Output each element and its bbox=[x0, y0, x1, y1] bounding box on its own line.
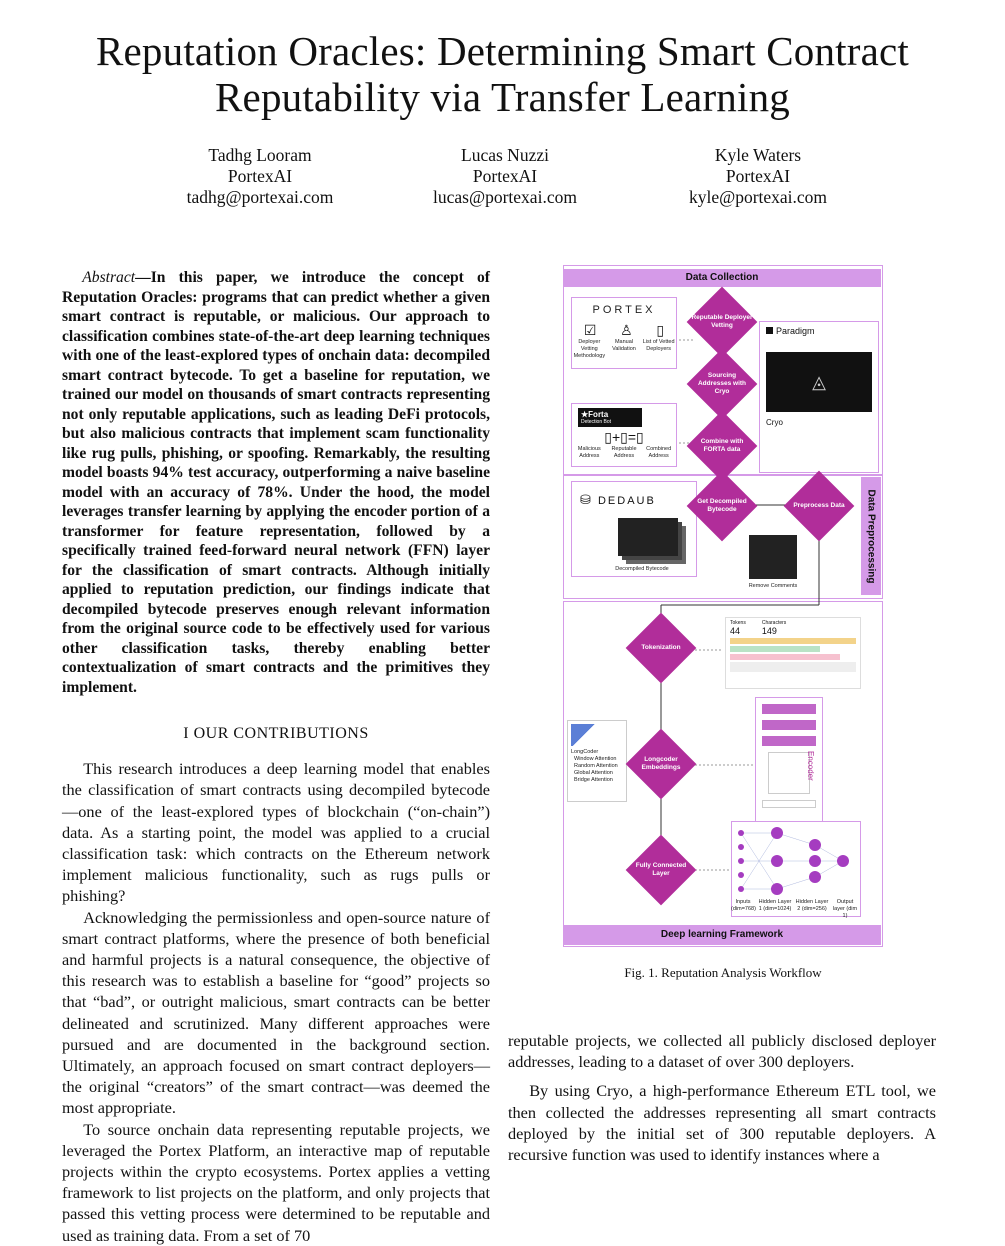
nn-label: Hidden Layer 1 (dim=1024) bbox=[758, 899, 792, 912]
hidden2-node bbox=[809, 839, 821, 851]
database-icon: ⛁ bbox=[580, 492, 593, 507]
step-diamond: Get Decompiled Bytecode bbox=[691, 475, 753, 537]
body-paragraph: Acknowledging the permissionless and open-source nature of smart contract platforms, where the presence of both beneficial and harmful projects is a natural consequence, the objective of this research was to establish a baseline for “good” projects so that “bad”, or outright malicious, smart contracts can be better delineated and scrutinized. Many different approaches were pursued and are documented in the background section. Ultimately, an approach focused on smart contract deployers—the original “creators” of the smart contract—was deemed the most appropriate. bbox=[62, 907, 490, 1118]
step-diamond: Sourcing Addresses with Cryo bbox=[691, 353, 753, 415]
body-paragraph: reputable projects, we collected all publicly disclosed deployer addresses, leading to a dataset of over 300 deployers. bbox=[508, 1031, 936, 1072]
longcoder-box bbox=[567, 720, 627, 802]
author-block-2 bbox=[375, 145, 635, 208]
tokens-label: Tokens bbox=[730, 620, 746, 626]
author-affiliation: PortexAI bbox=[227, 166, 293, 186]
section-heading: I OUR CONTRIBUTIONS bbox=[183, 725, 369, 742]
input-node bbox=[738, 886, 744, 892]
forta-label: Reputable Address bbox=[611, 446, 637, 459]
forta-sub: Detection Bot bbox=[581, 419, 612, 425]
hidden2-node bbox=[809, 871, 821, 883]
attention-item: Window Attention bbox=[574, 756, 617, 762]
step-diamond: Longcoder Embeddings bbox=[630, 733, 692, 795]
step-diamond: Preprocess Data bbox=[788, 475, 850, 537]
author-email: kyle@portexai.com bbox=[688, 187, 828, 207]
longcoder-label: LongCoder bbox=[571, 749, 599, 755]
title-line-1: Reputation Oracles: Determining Smart Contract bbox=[95, 28, 910, 74]
hidden1-node bbox=[771, 855, 783, 867]
characters-value: 149 bbox=[761, 626, 777, 636]
decompiled-label: Decompiled Bytecode bbox=[615, 566, 669, 572]
decompiled-stack bbox=[618, 518, 678, 556]
nn-label: Inputs (dim=768) bbox=[731, 899, 756, 912]
person-icon: ♙ bbox=[620, 322, 633, 338]
input-node bbox=[738, 830, 744, 836]
attention-item: Bridge Attention bbox=[574, 777, 613, 783]
step-diamond: Tokenization bbox=[630, 617, 692, 679]
abstract bbox=[62, 268, 490, 697]
forta-box bbox=[571, 403, 677, 467]
dedaub-logo: ⛁ DEDAUB bbox=[580, 492, 656, 507]
input-node bbox=[738, 858, 744, 864]
author-name: Tadhg Looram bbox=[208, 145, 312, 165]
author-name: Kyle Waters bbox=[714, 145, 802, 165]
abstract-lead: Abstract bbox=[82, 269, 136, 286]
combine-icons: ▯+▯=▯ bbox=[604, 429, 644, 445]
portex-label: Manual Validation bbox=[612, 339, 636, 352]
tokens-value: 44 bbox=[730, 626, 741, 636]
step-diamond: Fully Connected Layer bbox=[630, 839, 692, 901]
attention-item: Global Attention bbox=[574, 770, 613, 776]
workflow-figure bbox=[563, 265, 883, 948]
input-node bbox=[738, 872, 744, 878]
portex-label: Deployer Vetting Methodology bbox=[573, 339, 606, 359]
dedaub-box bbox=[571, 481, 697, 577]
input-node bbox=[738, 844, 744, 850]
deep-learning-band: Deep learning Framework bbox=[563, 925, 881, 945]
author-block-3 bbox=[628, 145, 888, 208]
cryo-label: Cryo bbox=[766, 418, 783, 427]
forta-label: Malicious Address bbox=[577, 446, 601, 459]
author-block-1 bbox=[130, 145, 390, 208]
right-column-text bbox=[508, 1030, 936, 1165]
author-affiliation: PortexAI bbox=[472, 166, 538, 186]
nn-labels bbox=[731, 899, 859, 920]
portex-box bbox=[571, 297, 677, 369]
body-paragraph: By using Cryo, a high-performance Ethereum ETL tool, we then collected the addresses representing all smart contracts deployed by the initial set of 300 reputable deployers. A recursive function was used to identify instances where a bbox=[508, 1081, 936, 1165]
author-email: tadhg@portexai.com bbox=[186, 187, 334, 207]
nn-label: Output layer (dim 1) bbox=[832, 899, 858, 919]
forta-logo: ★Forta bbox=[581, 410, 609, 419]
token-panel bbox=[725, 617, 861, 689]
step-diamond: Reputable Deployer Vetting bbox=[691, 291, 753, 353]
nn-label: Hidden Layer 2 (dim=256) bbox=[795, 899, 829, 912]
remove-comments-image bbox=[749, 535, 797, 579]
encoder-label: Encoder bbox=[806, 751, 815, 781]
paradigm-logo: Paradigm bbox=[766, 326, 878, 336]
hidden2-node bbox=[809, 855, 821, 867]
portex-logo: PORTEX bbox=[592, 304, 656, 316]
forta-label: Combined Address bbox=[646, 446, 672, 459]
hidden1-node bbox=[771, 883, 783, 895]
remove-comments-label: Remove Comments bbox=[748, 583, 798, 589]
characters-label: Characters bbox=[761, 620, 787, 626]
output-node bbox=[837, 855, 849, 867]
author-email: lucas@portexai.com bbox=[433, 187, 577, 207]
title-line-2: Reputability via Transfer Learning bbox=[215, 74, 790, 120]
document-icon: ▯ bbox=[656, 322, 665, 338]
data-collection-band: Data Collection bbox=[563, 269, 881, 287]
attention-item: Random Attention bbox=[574, 763, 618, 769]
hidden1-node bbox=[771, 827, 783, 839]
abstract-body: —In this paper, we introduce the concept of Reputation Oracles: programs that can predict whether a given smart contract is reputable, or malicious. Our approach to classification combines state-of-the-art deep learning techniques with one of the least-explored types of onchain data: decompiled smart contract bytecode. To get a baseline for reputation, we trained our model on thousands of smart contracts representing not only reputable applications, such as leading DeFi protocols, but also malicious contracts that implement scam functionality like rug pulls, phishing, or spoofing. Remarkably, the resulting model boasts 94% test accuracy, outperforming a naive baseline model with an accuracy of 78%. Under the hood, the model leverages transfer learning by applying the encoder portion of a transformer for feature representation, followed by a specifically trained feed-forward neural network (FFN) layer for the classification of smart contracts. Although initially applied to reputation prediction, our findings indicate that decompiled bytecode preserves enough relevant information from the original source code to be effectively used for various other classification tasks, thereby enabling better contextualization of smart contracts and the primitives they implement. bbox=[62, 269, 490, 696]
left-column bbox=[62, 268, 490, 1246]
data-preprocessing-label: Data Preprocessing bbox=[865, 489, 877, 584]
checklist-icon: ☑ bbox=[583, 322, 597, 338]
figure-caption: Fig. 1. Reputation Analysis Workflow bbox=[624, 965, 822, 980]
step-diamond: Combine with FORTA data bbox=[691, 415, 753, 477]
cryo-image: ◬ bbox=[766, 352, 872, 412]
portex-label: List of Vetted Deployers bbox=[642, 339, 675, 352]
attention-matrix bbox=[571, 724, 597, 746]
body-paragraph: To source onchain data representing reputable projects, we leveraged the Portex Platform, an interactive map of reputable projects within the crypto ecosystems. Portex applies a vetting framework to list projects on the platform, and only projects that passed this vetting process were determined to be reputable and used as training data. From a set of 70 bbox=[62, 1119, 490, 1245]
paradigm-box bbox=[759, 321, 879, 473]
author-name: Lucas Nuzzi bbox=[461, 145, 549, 165]
body-paragraph: This research introduces a deep learning model that enables the classification of smart contracts using decompiled bytecode—one of the least-explored types of blockchain (“on-chain”) data. As a starting point, the model was applied to a crucial classification task: which contracts on the Ethereum network implement malicious functionality, such as rugs pulls or phishing? bbox=[62, 759, 490, 906]
paper-title bbox=[0, 28, 1005, 120]
author-affiliation: PortexAI bbox=[725, 166, 791, 186]
